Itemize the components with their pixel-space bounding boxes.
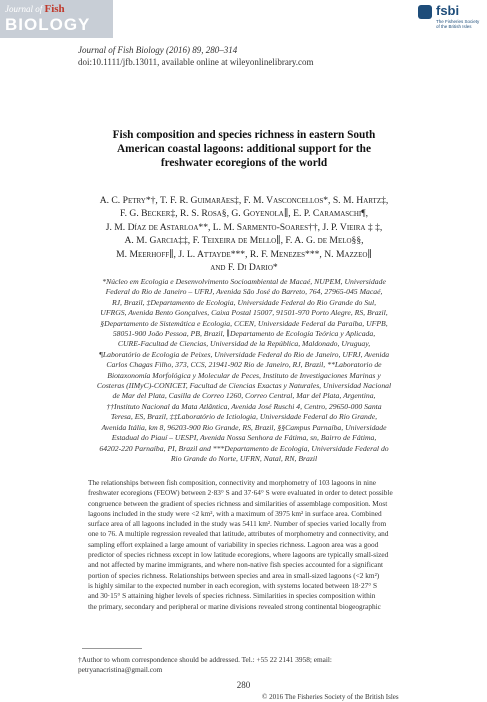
- affiliations: [60, 277, 428, 464]
- affiliation-line: §Departamento de Sistemática e Ecologia, CCEN, Universidade Federal da Paraíba, UFPB,: [100, 318, 388, 328]
- abstract-line: is highly similar to the expected number in each ecoregion, with systems located between 18·27° S: [88, 580, 378, 590]
- journal-logo: [0, 0, 113, 38]
- affiliation-line: *Núcleo em Ecologia e Desenvolvimento Socioambiental de Macaé, NUPEM, Universidade: [102, 277, 386, 286]
- author-line: A. C. Petry*†, T. F. R. Guimarães‡, F. M. Vasconcellos*, S. M. Hartz‡,: [99, 195, 389, 206]
- article-title: [60, 128, 428, 170]
- affiliation-line: 58051-900 João Pessoa, PB, Brazil, ∥Departamento de Ecología Teórica y Aplicada,: [112, 329, 376, 339]
- affiliation-line: CURE-Facultad de Ciencias, Universidad de la República, Maldonado, Uruguay,: [117, 339, 371, 349]
- copyright-notice: © 2016 The Fisheries Society of the British Isles: [262, 693, 399, 701]
- abstract-line: congruence between the gradient of species richness and similarities of assemblage composition. Most: [88, 498, 388, 508]
- journal-logo-line1: [5, 3, 65, 15]
- abstract-line: sampling effort explained a large amount of variability in species richness. Lagoon area was a good: [88, 539, 379, 549]
- doi-line[interactable]: doi:10.1111/jfb.13011, available online at wileyonlinelibrary.com: [78, 57, 314, 67]
- affiliation-line: Costeras (IIMyC)-CONICET, Facultad de Ciencias Exactas y Naturales, Universidad Nacional: [96, 381, 392, 391]
- abstract-line: and 30·15° S attaining higher levels of species richness. Similarities in species composition within: [88, 591, 376, 601]
- abstract-line: predictor of species richness except in low latitude ecoregions, where lagoons are typically small-sized: [88, 550, 389, 560]
- author-list: [52, 194, 436, 274]
- affiliation-line: Avenida Itália, km 8, 96203-900 Rio Grande, RS, Brazil, §§Campus Parnaíba, Universidade: [101, 422, 387, 432]
- affiliation-line: RJ, Brazil, ‡Departamento de Ecologia, Universidade Federal do Rio Grande do Sul,: [111, 297, 377, 307]
- journal-logo-line2: BIOLOGY: [5, 15, 91, 34]
- abstract: [88, 478, 412, 612]
- abstract-line: and not affected by marine immigrants, and where non-native fish species accounted for a significant: [88, 560, 384, 570]
- abstract-line: freshwater ecoregions (FEOW) between 2·83° S and 37·64° S were evaluated in order to detect possible: [88, 488, 393, 498]
- title-line: Fish composition and species richness in eastern South: [112, 129, 376, 141]
- affiliation-line: UFRGS, Avenida Bento Gonçalves, Caixa Postal 15007, 91501-970 Porto Alegre, RS, Brazil,: [100, 308, 388, 318]
- author-line: and F. Di Dario*: [210, 262, 278, 274]
- abstract-line: one to 76. A multiple regression revealed that latitude, attributes of morphometry and connectivity, and: [88, 529, 389, 539]
- fsbi-emblem-icon: [418, 5, 432, 19]
- citation-line: Journal of Fish Biology (2016) 89, 280–314: [78, 45, 238, 55]
- title-line: freshwater ecoregions of the world: [160, 157, 328, 169]
- abstract-line: lagoons included in the study were <2 km², with a maximum of 3975 km² in surface area. Combined: [88, 508, 382, 518]
- affiliation-line: Federal do Rio de Janeiro – UFRJ, Avenida São José do Barreto, 764, 27965-045 Macaé,: [105, 287, 383, 297]
- abstract-line: surface area of all lagoons included in the study was 5411 km². Number of species varied locally from: [88, 519, 387, 529]
- affiliation-line: Biotaxonomía Morfológica y Molecular de Peces, Instituto de Investigaciones Marinas y: [107, 370, 381, 380]
- fsbi-logo-subtitle: The Fisheries Society of the British Isles: [436, 19, 480, 29]
- affiliation-line: ¶Laboratório de Ecologia de Peixes, Universidade Federal do Rio de Janeiro, UFRJ, Avenida: [98, 349, 390, 359]
- author-line: F. G. Becker‡, R. S. Rosa§, G. Goyenola∥, E. P. Caramaschi¶,: [120, 208, 368, 220]
- fsbi-logo-text: fsbi: [436, 3, 460, 18]
- abstract-line: The relationships between fish composition, connectivity and morphometry of 103 lagoons in nine: [88, 478, 376, 487]
- affiliation-line: ††Instituto Nacional da Mata Atlântica, Avenida José Ruschi 4, Centro, 29650-000 Santa: [106, 401, 382, 411]
- abstract-line: the primary, secondary and peripheral or marine divisions revealed strong continental biogeographic: [88, 601, 381, 611]
- author-line: A. M. Garcia‡‡, F. Teixeira de Mello∥, F. A. G. de Melo§§,: [124, 235, 364, 247]
- footnote-divider: [82, 648, 142, 649]
- author-line: J. M. Díaz de Astarloa**, L. M. Sarmento-Soares††, J. P. Vieira ‡ ‡,: [105, 221, 383, 233]
- affiliation-line: Teresa, ES, Brazil, ‡‡Laboratório de Ictiologia, Universidade Federal do Rio Grande,: [110, 412, 378, 422]
- affiliation-line: de Mar del Plata, Casilla de Correo 1260, Correo Central, Mar del Plata, Argentina,: [112, 391, 376, 401]
- author-line: M. Meerhoff∥, J. L. Attayde***, R. F. Menezes***, N. Mazzeo∥: [116, 248, 372, 260]
- page-number: 280: [236, 680, 251, 690]
- fsbi-logo: [418, 3, 484, 36]
- abstract-line: portion of species richness. Relationships between species and area in small-sized lagoons (<2 km²): [88, 570, 380, 580]
- affiliation-line: 64202-220 Parnaíba, PI, Brazil and ***Departamento de Ecologia, Universidade Federal do: [99, 443, 389, 453]
- title-line: American coastal lagoons: additional support for the: [117, 143, 371, 155]
- affiliation-line: Carlos Chagas Filho, 373, CCS, 21941-902 Rio de Janeiro, RJ, Brazil, **Laboratorio de: [106, 360, 382, 370]
- journal-logo-fish: Fish: [44, 3, 65, 15]
- affiliation-line: Rio Grande do Norte, UFRN, Natal, RN, Brazil: [170, 453, 318, 463]
- affiliation-line: Estadual do Piauí – UESPI, Avenida Nossa Senhora de Fátima, sn, Bairro de Fátima,: [111, 433, 377, 443]
- footnote-email[interactable]: petryanacristina@gmail.com: [78, 665, 163, 674]
- journal-logo-of: Journal of: [5, 4, 43, 14]
- footnote-line: †Author to whom correspondence should be addressed. Tel.: +55 22 2141 3958; email:: [78, 655, 332, 664]
